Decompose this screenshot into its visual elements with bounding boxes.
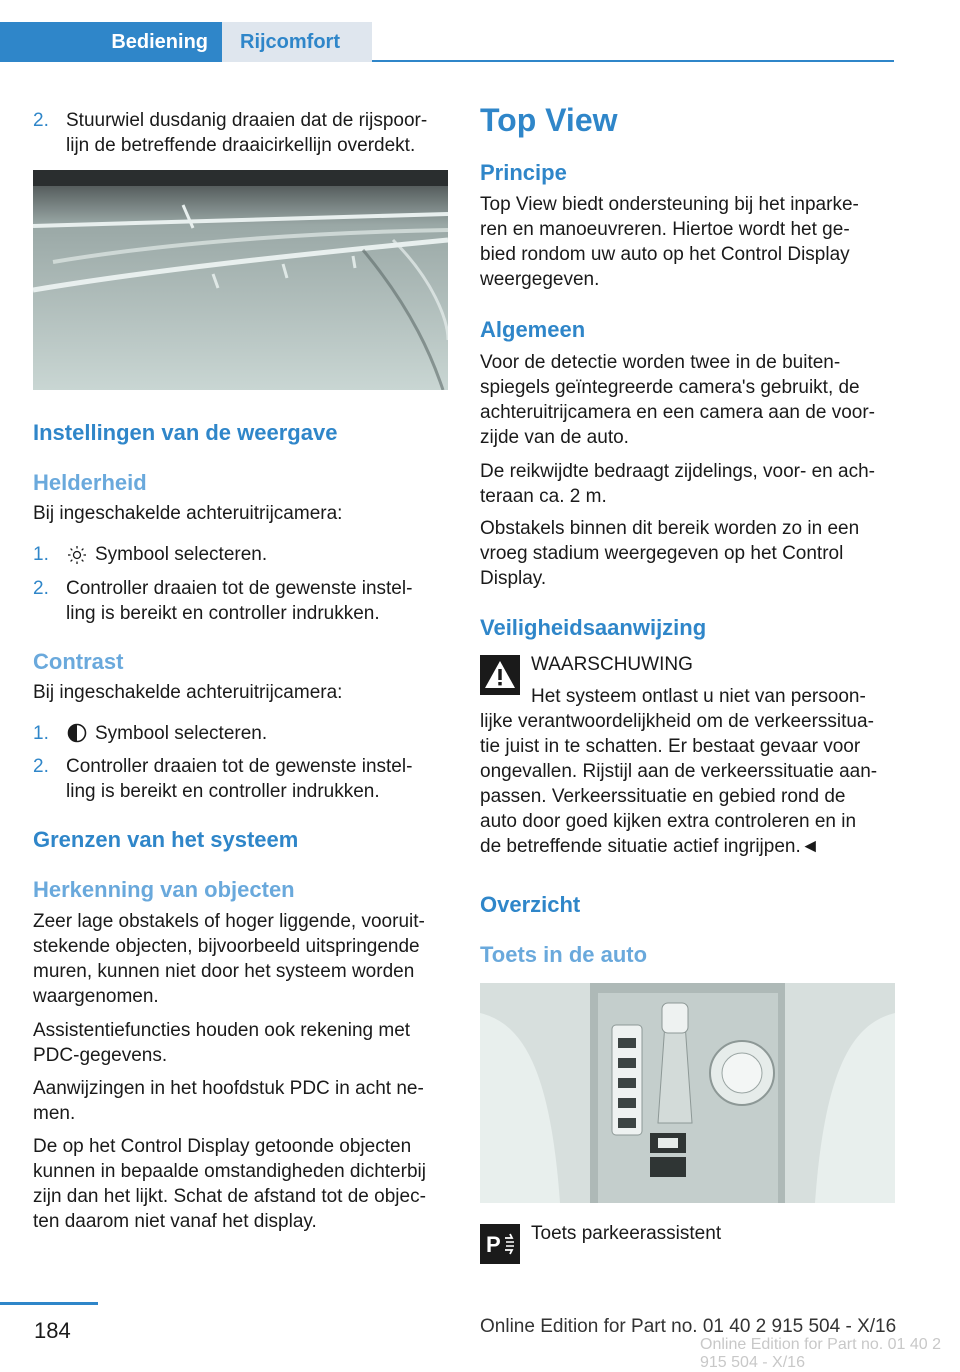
general-title: Algemeen xyxy=(480,317,586,342)
step-text: Symbool selecteren. xyxy=(95,544,268,565)
watermark: Online Edition for Part no. 01 40 2 915 504 - X/16 xyxy=(700,1336,942,1371)
text-line: Zeer lage obstakels of hoger liggende, vooruit- xyxy=(33,911,425,932)
step-text: Controller draaien tot de gewenste instel- xyxy=(66,578,413,599)
step-number: 1. xyxy=(33,723,49,744)
camera-view-image xyxy=(33,170,448,390)
text-line: Het systeem ontlast u niet van persoon- xyxy=(531,686,866,707)
text-line: Obstakels binnen dit bereik worden zo in een xyxy=(480,518,860,539)
text-line: auto door goed kijken extra controleren en in xyxy=(480,811,857,832)
contrast-title: Contrast xyxy=(33,649,124,674)
step-number: 1. xyxy=(33,544,49,565)
text-line: ren en manoeuvreren. Hiertoe wordt het ge- xyxy=(480,219,850,240)
text-line: Voor de detectie worden twee in de buiten- xyxy=(480,352,841,373)
step-number: 2. xyxy=(33,756,49,777)
text-line: spiegels geïntegreerde camera's gebruikt, de xyxy=(480,377,860,398)
parking-assistant-icon xyxy=(480,1224,520,1264)
safety-title: Veiligheidsaanwijzing xyxy=(480,615,707,640)
page-title: Top View xyxy=(480,102,618,138)
footer-rule xyxy=(0,1302,98,1305)
brightness-intro: Bij ingeschakelde achteruitrijcamera: xyxy=(33,503,343,524)
text-line: bied rondom uw auto op het Control Display xyxy=(480,244,850,265)
principle-paragraph xyxy=(480,192,900,292)
step-text: Controller draaien tot de gewenste instel- xyxy=(66,756,413,777)
text-line: Top View biedt ondersteuning bij het inparke- xyxy=(480,194,859,215)
brightness-icon xyxy=(67,545,87,565)
svg-text:P: P xyxy=(486,1232,501,1257)
button-caption: Toets parkeerassistent xyxy=(531,1223,722,1244)
button-section-title: Toets in de auto xyxy=(480,942,648,967)
warning-paragraph xyxy=(480,709,900,859)
text-line: Assistentiefuncties houden ook rekening met xyxy=(33,1020,411,1041)
text-line: vroeg stadium weergegeven op het Control xyxy=(480,543,844,564)
contrast-icon xyxy=(67,723,87,743)
objects-paragraph-3 xyxy=(33,1076,453,1126)
objects-paragraph-2 xyxy=(33,1018,453,1068)
objects-title: Herkenning van objecten xyxy=(33,877,295,902)
text-line: zijn dan het lijkt. Schat de afstand tot de objec- xyxy=(33,1186,426,1207)
text-line: stekende objecten, bijvoorbeeld uitspringende xyxy=(33,936,420,957)
text-line: zijde van de auto. xyxy=(480,427,629,448)
step-text: Symbool selecteren. xyxy=(95,723,268,744)
general-paragraph-3 xyxy=(480,516,900,591)
section-title: Instellingen van de weergave xyxy=(33,420,338,445)
text-line: muren, kunnen niet door het systeem worden xyxy=(33,961,415,982)
limits-title: Grenzen van het systeem xyxy=(33,827,299,852)
text-line: teraan ca. 2 m. xyxy=(480,486,607,507)
text-line: De reikwijdte bedraagt zijdelings, voor- en ach- xyxy=(480,461,875,482)
text-line: tie juist in te schatten. Er bestaat gevaar voor xyxy=(480,736,861,757)
center-console-image xyxy=(480,983,895,1203)
step-text: ling is bereikt en controller indrukken. xyxy=(66,781,380,802)
text-line: weergegeven. xyxy=(480,269,600,290)
objects-paragraph-4 xyxy=(33,1134,453,1234)
text-line: kunnen in bepaalde omstandigheden dichterbij xyxy=(33,1161,426,1182)
page-number: 184 xyxy=(34,1318,71,1343)
step-text: ling is bereikt en controller indrukken. xyxy=(66,603,380,624)
text-line: achteruitrijcamera en een camera aan de voor- xyxy=(480,402,875,423)
general-paragraph-2 xyxy=(480,459,900,509)
header-rule xyxy=(372,60,894,62)
warning-label: WAARSCHUWING xyxy=(531,654,693,675)
text-line: Aanwijzingen in het hoofdstuk PDC in acht ne- xyxy=(33,1078,424,1099)
text-line: ten daarom niet vanaf het display. xyxy=(33,1211,317,1232)
edition-note: Online Edition for Part no. 01 40 2 915 504 - X/16 xyxy=(480,1316,897,1337)
text-line: waargenomen. xyxy=(33,986,159,1007)
brightness-title: Helderheid xyxy=(33,470,147,495)
text-line: Display. xyxy=(480,568,547,589)
step-text: Stuurwiel dusdanig draaien dat de rijspoor- xyxy=(66,110,428,131)
step-text: lijn de betreffende draaicirkellijn overdekt. xyxy=(66,135,416,156)
text-line: passen. Verkeerssituatie en gebied rond de xyxy=(480,786,846,807)
contrast-intro: Bij ingeschakelde achteruitrijcamera: xyxy=(33,682,343,703)
text-line: De op het Control Display getoonde objecten xyxy=(33,1136,412,1157)
general-paragraph-1 xyxy=(480,350,900,450)
text-line: lijke verantwoordelijkheid om de verkeerssitua- xyxy=(480,711,874,732)
overview-title: Overzicht xyxy=(480,892,581,917)
step-number: 2. xyxy=(33,110,49,131)
text-line: PDC-gegevens. xyxy=(33,1045,168,1066)
text-line: men. xyxy=(33,1103,76,1124)
tab-bediening[interactable]: Bediening xyxy=(0,22,222,62)
objects-paragraph-1 xyxy=(33,909,453,1009)
tab-rijcomfort[interactable]: Rijcomfort xyxy=(222,22,372,62)
text-line: de betreffende situatie actief ingrijpen.◄ xyxy=(480,836,820,857)
text-line: ongevallen. Rijstijl aan de verkeerssituatie aan- xyxy=(480,761,878,782)
warning-icon xyxy=(480,655,520,695)
step-number: 2. xyxy=(33,578,49,599)
principle-title: Principe xyxy=(480,160,567,185)
